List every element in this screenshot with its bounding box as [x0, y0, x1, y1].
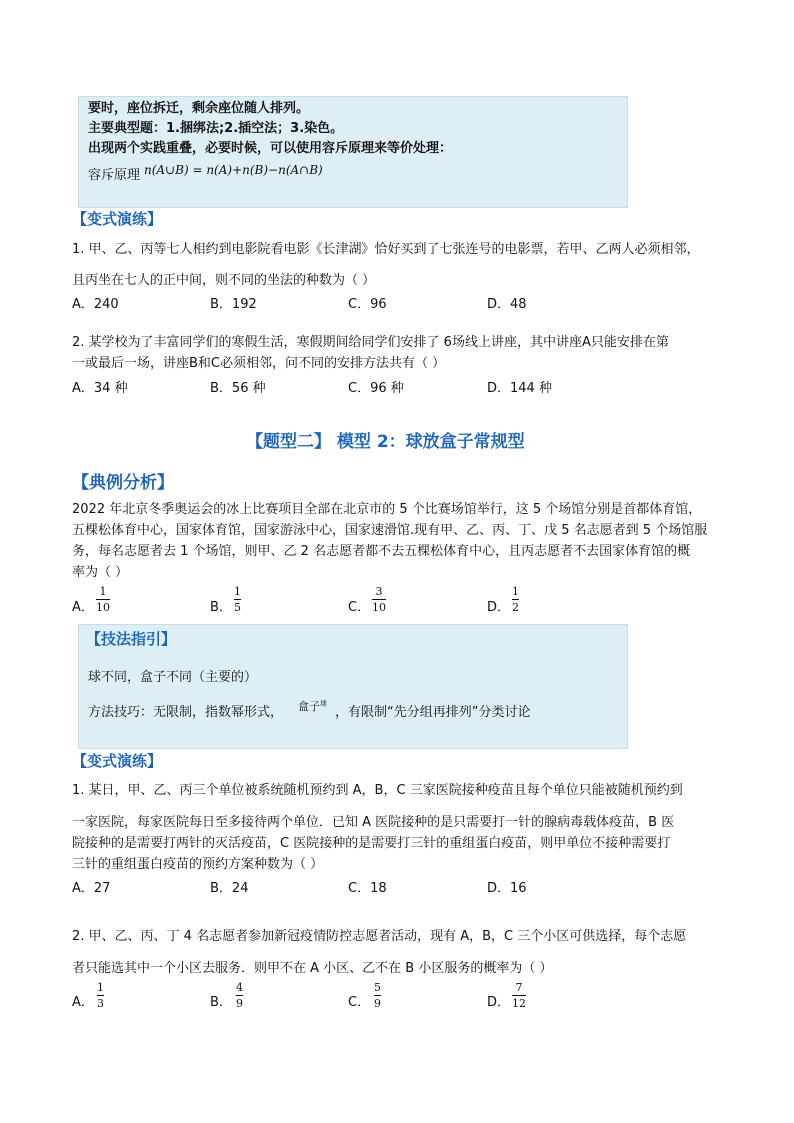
box-power-expression — [298, 698, 327, 714]
example-line-1: 2022 年北京冬季奥运会的冰上比赛项目全部在北京市的 5 个比赛场馆举行，这 5 个场馆分别是首都体育馆， — [72, 502, 702, 517]
example-heading: 【典例分析】 — [72, 473, 174, 493]
question-1-option-c[interactable]: C．96 — [348, 297, 387, 312]
denominator: 3 — [97, 997, 104, 1010]
technique-line-2a: 方法技巧：无限制，指数幂形式， — [88, 705, 284, 720]
numerator: 1 — [512, 585, 519, 598]
denominator: 9 — [236, 997, 243, 1010]
denominator: 10 — [372, 601, 386, 614]
variant2-question-2-option-b-letter[interactable]: B． — [210, 995, 232, 1010]
variant2-question-1-option-d[interactable]: D．16 — [487, 881, 527, 896]
variant2-question-1-option-b[interactable]: B．24 — [210, 881, 249, 896]
question-2-option-a[interactable]: A．34 种 — [72, 381, 128, 396]
denominator: 2 — [512, 601, 519, 614]
variant2-question-2-line-1: 2. 甲、乙、丙、丁 4 名志愿者参加新冠疫情防控志愿者活动，现有 A，B，C 三个小区可供选择，每个志愿 — [72, 929, 687, 944]
question-1-line-1: 1. 甲、乙、丙等七人相约到电影院看电影《长津湖》恰好买到了七张连号的电影票，若甲、乙两人必须相邻， — [72, 242, 700, 257]
question-1-option-b[interactable]: B．192 — [210, 297, 257, 312]
technique-heading: 【技法指引】 — [86, 630, 177, 648]
denominator: 12 — [512, 997, 526, 1010]
technique-line-1: 球不同，盒子不同（主要的） — [88, 670, 258, 685]
question-2-option-c[interactable]: C．96 种 — [348, 381, 404, 396]
numerator: 7 — [515, 981, 523, 994]
inclusion-exclusion-formula: n(A∪B) = n(A)+n(B)−n(A∩B) — [144, 163, 323, 177]
inclusion-exclusion-label: 容斥原理 — [88, 168, 141, 183]
variant2-question-2-option-a-fraction — [97, 981, 104, 1010]
summary-line-2: 主要典型题：1.捆绑法;2.插空法；3.染色。 — [88, 121, 344, 136]
variant2-question-1-line-2: 一家医院，每家医院每日至多接待两个单位．已知 A 医院接种的是只需要打一针的腺病毒载体疫苗，B 医 — [72, 815, 675, 830]
example-option-d-fraction — [512, 585, 519, 614]
example-line-4: 率为（ ） — [72, 565, 129, 580]
variant2-question-2-option-d-letter[interactable]: D． — [487, 995, 511, 1010]
exponent-text: 球 — [320, 699, 327, 708]
example-option-d-letter[interactable]: D． — [487, 600, 511, 615]
question-1-option-a[interactable]: A．240 — [72, 297, 119, 312]
question-2-line-2: 一或最后一场，讲座B和C必须相邻，问不同的安排方法共有（ ） — [72, 356, 446, 371]
variant2-question-2-option-c-fraction — [374, 981, 381, 1010]
numerator: 1 — [99, 585, 107, 598]
base-text: 盒子 — [298, 700, 320, 713]
variant-heading-1: 【变式演练】 — [72, 210, 163, 228]
example-line-2: 五棵松体育中心，国家体育馆，国家游泳中心，国家速滑馆.现有甲、乙、丙、丁、戊 5 名志愿者到 5 个场馆服 — [72, 523, 708, 538]
question-1-option-d[interactable]: D．48 — [487, 297, 527, 312]
numerator: 1 — [234, 585, 241, 598]
variant2-question-2-option-a-letter[interactable]: A． — [72, 995, 94, 1010]
denominator: 9 — [374, 997, 381, 1010]
section-title: 【题型二】 模型 2：球放盒子常规型 — [246, 432, 525, 452]
denominator: 10 — [96, 601, 110, 614]
variant2-question-2-option-b-fraction — [236, 981, 243, 1010]
example-option-c-letter[interactable]: C． — [348, 600, 371, 615]
variant2-question-1-line-1: 1. 某日，甲、乙、丙三个单位被系统随机预约到 A，B，C 三家医院接种疫苗且每个单位只能被随机预约到 — [72, 783, 683, 798]
example-option-c-fraction — [372, 585, 386, 614]
variant2-question-1-option-c[interactable]: C．18 — [348, 881, 387, 896]
question-2-line-1: 2. 某学校为了丰富同学们的寒假生活，寒假期间给同学们安排了 6场线上讲座，其中讲座A只能安排在第 — [72, 335, 669, 350]
question-2-option-b[interactable]: B．56 种 — [210, 381, 266, 396]
example-option-a-fraction — [96, 585, 110, 614]
variant2-question-2-option-d-fraction — [512, 981, 526, 1010]
question-2-option-d[interactable]: D．144 种 — [487, 381, 552, 396]
variant2-question-1-option-a[interactable]: A．27 — [72, 881, 111, 896]
example-option-b-fraction — [234, 585, 241, 614]
numerator: 5 — [374, 981, 381, 994]
example-option-b-letter[interactable]: B． — [210, 600, 232, 615]
summary-line-1: 要时，座位拆迁，剩余座位随人排列。 — [88, 101, 310, 116]
example-option-a-letter[interactable]: A． — [72, 600, 94, 615]
numerator: 4 — [236, 981, 243, 994]
variant-heading-2: 【变式演练】 — [72, 752, 163, 770]
variant2-question-1-line-3: 院接种的是需要打两针的灭活疫苗，C 医院接种的是需要打三针的重组蛋白疫苗，则甲单位不接种需要打 — [72, 836, 671, 851]
denominator: 5 — [234, 601, 241, 614]
numerator: 3 — [375, 585, 383, 598]
summary-line-3: 出现两个实践重叠，必要时候，可以使用容斥原理来等价处理： — [88, 141, 453, 156]
variant2-question-1-line-4: 三针的重组蛋白疫苗的预约方案种数为（ ） — [72, 857, 324, 872]
numerator: 1 — [97, 981, 104, 994]
variant2-question-2-option-c-letter[interactable]: C． — [348, 995, 371, 1010]
technique-line-2c: ，有限制“先分组再排列”分类讨论 — [335, 705, 531, 720]
variant2-question-2-line-2: 者只能选其中一个小区去服务．则甲不在 A 小区、乙不在 B 小区服务的概率为（ ） — [72, 961, 553, 976]
question-1-line-2: 且丙坐在七人的正中间，则不同的坐法的种数为（ ） — [72, 273, 376, 288]
example-line-3: 务，每名志愿者去 1 个场馆，则甲、乙 2 名志愿者都不去五棵松体育中心，且丙志愿者不去国家体育馆的概 — [72, 544, 691, 559]
